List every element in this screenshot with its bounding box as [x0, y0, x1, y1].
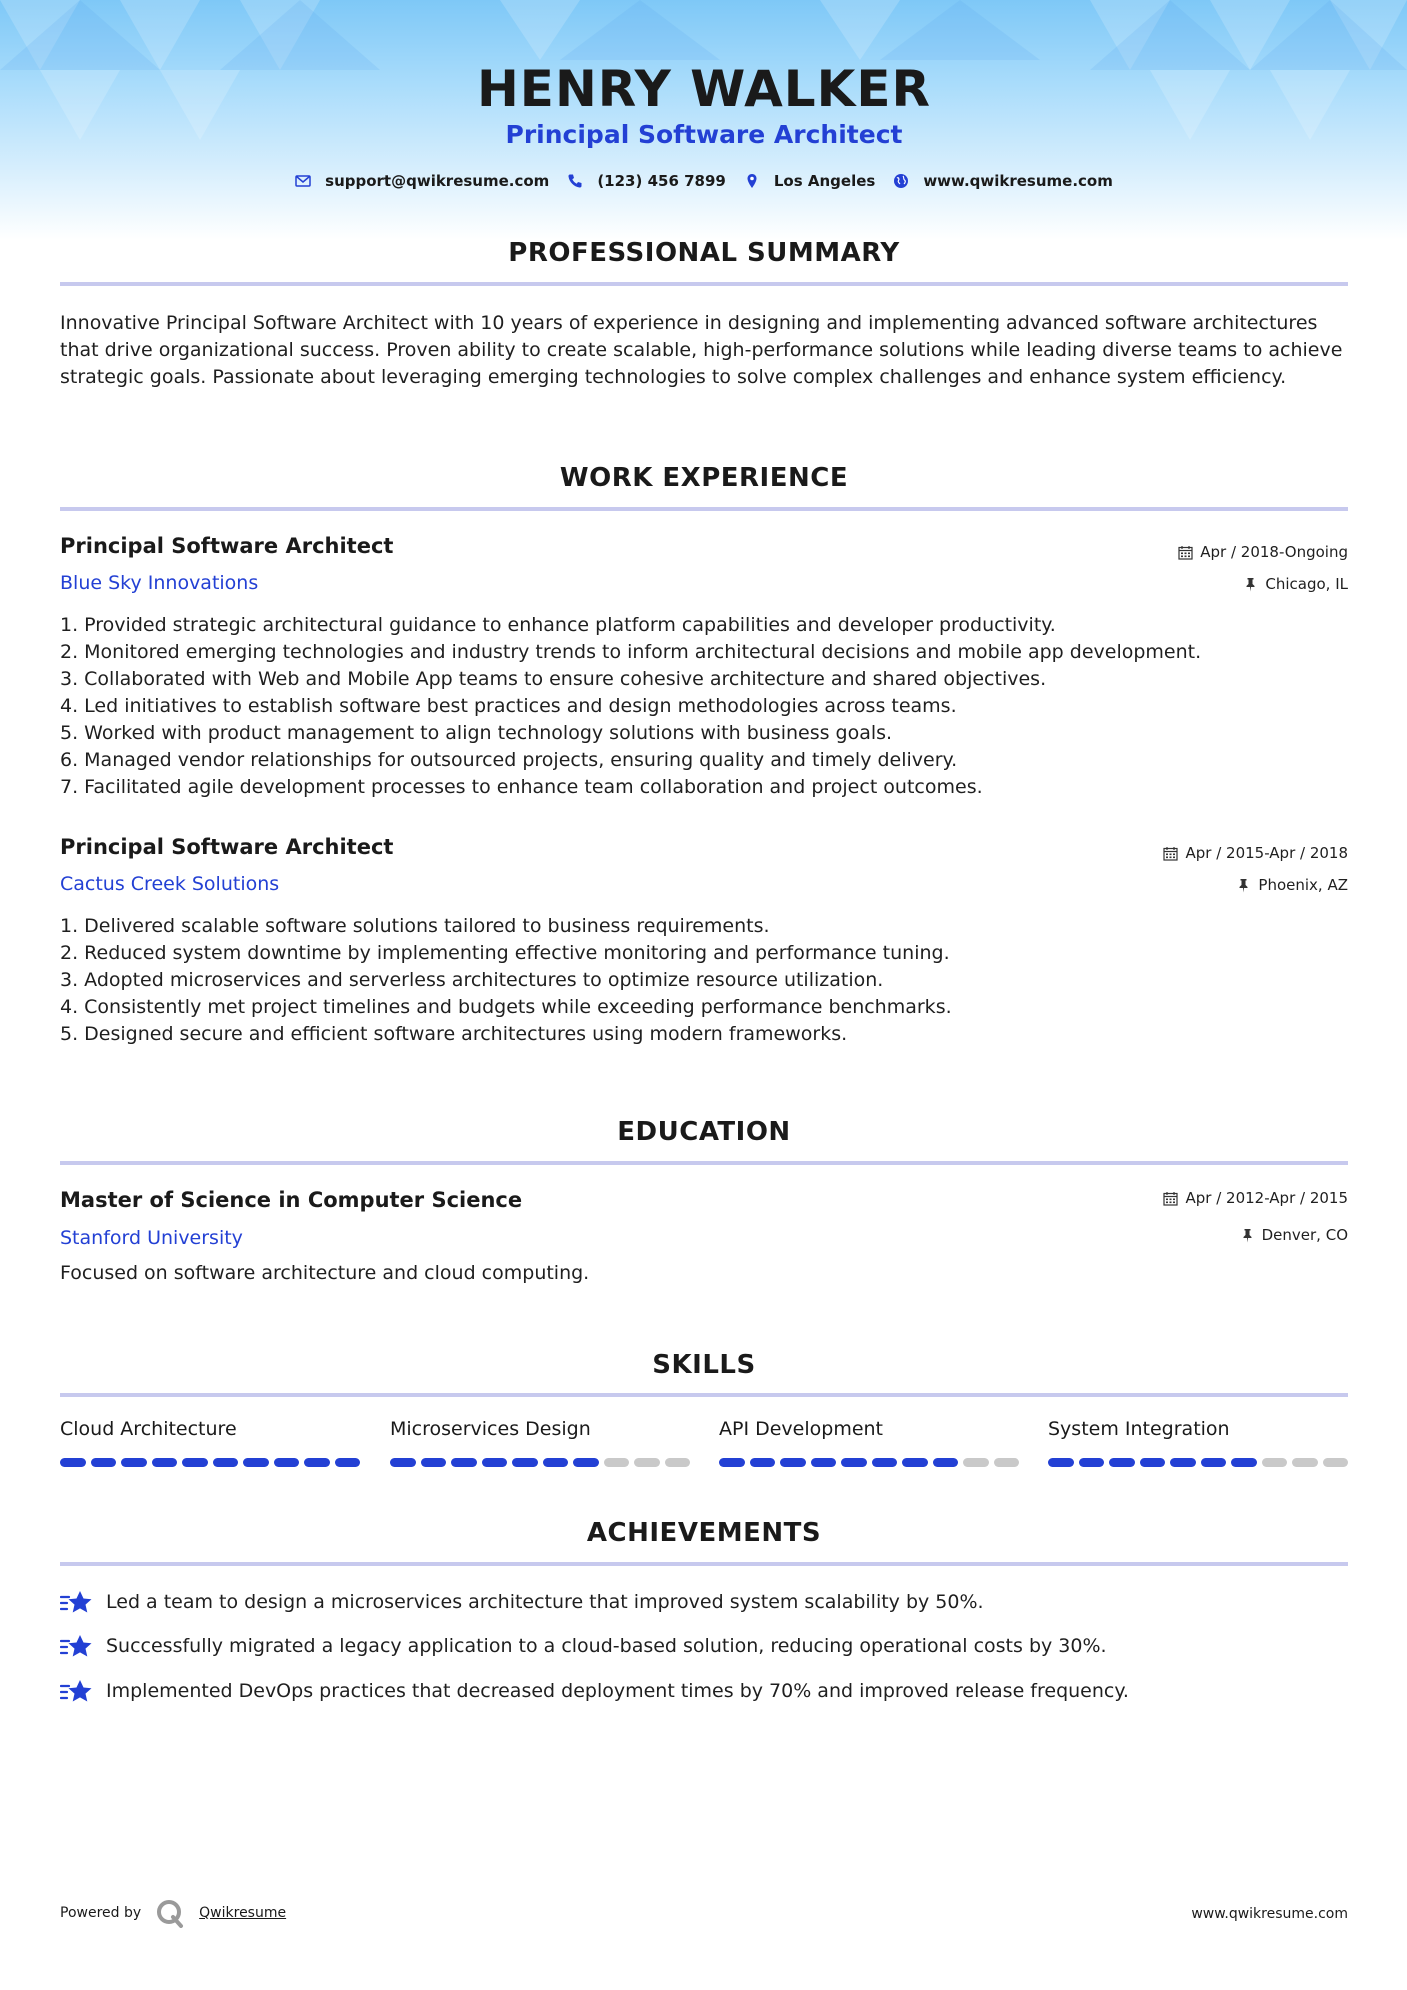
star-icon: [60, 1588, 92, 1616]
skill-segment-filled: [1170, 1458, 1196, 1467]
contact-location-text: Los Angeles: [773, 172, 876, 190]
job-location-text: Chicago, IL: [1265, 575, 1348, 593]
list-item: 1. Provided strategic architectural guidance to enhance platform capabilities and developer productivity.: [60, 614, 1056, 636]
list-item: 4. Consistently met project timelines and budgets while exceeding performance benchmarks.: [60, 996, 952, 1018]
candidate-name: HENRY WALKER: [476, 60, 932, 118]
contact-email[interactable]: [295, 172, 549, 190]
education-description: Focused on software architecture and cloud computing.: [60, 1262, 590, 1284]
skill-segment-filled: [543, 1458, 569, 1467]
brand-link[interactable]: Qwikresume: [199, 1905, 287, 1921]
skill-segment-filled: [335, 1458, 361, 1467]
achievement-item: [60, 1588, 984, 1616]
skill-segment-filled: [213, 1458, 239, 1467]
skill-segment-empty: [1323, 1458, 1349, 1467]
skill-segment-filled: [91, 1458, 117, 1467]
job-title: Principal Software Architect: [60, 835, 394, 859]
job-location: [1236, 876, 1348, 894]
achievements-heading: ACHIEVEMENTS: [586, 1518, 822, 1548]
globe-icon: [893, 173, 909, 189]
skill-segment-filled: [1079, 1458, 1105, 1467]
summary-text: Innovative Principal Software Architect with 10 years of experience in designing and implementing advanced software architectures that drive organizational success. Proven ability to create scalable, high-performance solutions while leading diverse teams to achieve strategic goals. Passionate about leveraging emerging technologies to solve complex challenges and enhance system efficiency.: [60, 312, 1343, 388]
skill-segment-empty: [1262, 1458, 1288, 1467]
skill-item: [719, 1418, 1019, 1467]
job-title: Principal Software Architect: [60, 534, 394, 558]
education-dates-text: Apr / 2012-Apr / 2015: [1185, 1189, 1348, 1207]
footer-website[interactable]: www.qwikresume.com: [1191, 1906, 1348, 1922]
list-item: 1. Delivered scalable software solutions tailored to business requirements.: [60, 915, 770, 937]
envelope-icon: [295, 173, 311, 189]
skill-segment-filled: [902, 1458, 928, 1467]
skill-segment-empty: [665, 1458, 691, 1467]
skill-segment-filled: [451, 1458, 477, 1467]
contact-email-text: support@qwikresume.com: [325, 172, 550, 190]
contact-location: [744, 172, 875, 190]
job-dates-text: Apr / 2015-Apr / 2018: [1185, 844, 1348, 862]
skill-segment-filled: [512, 1458, 538, 1467]
summary-rule: [60, 282, 1348, 286]
pushpin-icon: [1240, 1228, 1255, 1243]
education-location: [1240, 1226, 1348, 1244]
calendar-icon: [1163, 1191, 1178, 1206]
skill-segment-filled: [304, 1458, 330, 1467]
skill-segment-filled: [182, 1458, 208, 1467]
list-item: 4. Led initiatives to establish software best practices and design methodologies across teams.: [60, 695, 957, 717]
list-item: 7. Facilitated agile development processes to enhance team collaboration and project outcomes.: [60, 776, 983, 798]
skill-segment-filled: [121, 1458, 147, 1467]
skill-segment-empty: [634, 1458, 660, 1467]
skill-item: [390, 1418, 690, 1467]
achievement-text: Successfully migrated a legacy application to a cloud-based solution, reducing operational costs by 30%.: [106, 1635, 1107, 1657]
skills-rule: [60, 1393, 1348, 1397]
qwikresume-logo-icon: [155, 1898, 185, 1928]
skill-segment-filled: [872, 1458, 898, 1467]
skill-segment-filled: [1201, 1458, 1227, 1467]
contact-website[interactable]: [893, 172, 1113, 190]
list-item: 3. Collaborated with Web and Mobile App teams to ensure cohesive architecture and shared objectives.: [60, 668, 1047, 690]
skill-segment-empty: [963, 1458, 989, 1467]
skill-segment-filled: [274, 1458, 300, 1467]
skill-segment-filled: [573, 1458, 599, 1467]
skill-segment-filled: [750, 1458, 776, 1467]
list-item: 2. Monitored emerging technologies and industry trends to inform architectural decisions and mobile app development.: [60, 641, 1202, 663]
list-item: 2. Reduced system downtime by implementing effective monitoring and performance tuning.: [60, 942, 950, 964]
skill-segment-filled: [243, 1458, 269, 1467]
contact-bar: [60, 172, 1348, 190]
calendar-icon: [1178, 545, 1193, 560]
achievement-item: [60, 1632, 1107, 1660]
company-name: Cactus Creek Solutions: [60, 873, 280, 895]
job-location-text: Phoenix, AZ: [1258, 876, 1348, 894]
experience-heading: WORK EXPERIENCE: [559, 463, 849, 493]
skill-segment-filled: [719, 1458, 745, 1467]
phone-icon: [567, 173, 583, 189]
skill-segment-filled: [390, 1458, 416, 1467]
skill-bar: [60, 1458, 360, 1467]
skill-bar: [1048, 1458, 1348, 1467]
calendar-icon: [1163, 846, 1178, 861]
list-item: 3. Adopted microservices and serverless architectures to optimize resource utilization.: [60, 969, 884, 991]
skill-name: Cloud Architecture: [60, 1418, 237, 1440]
job-bullets: [60, 913, 1348, 1048]
star-icon: [60, 1677, 92, 1705]
summary-heading: PROFESSIONAL SUMMARY: [508, 238, 900, 268]
contact-phone-text: (123) 456 7899: [597, 172, 726, 190]
education-rule: [60, 1161, 1348, 1165]
achievements-rule: [60, 1562, 1348, 1566]
star-icon: [60, 1632, 92, 1660]
skill-segment-filled: [933, 1458, 959, 1467]
skill-segment-filled: [482, 1458, 508, 1467]
contact-phone[interactable]: [567, 172, 726, 190]
list-item: 6. Managed vendor relationships for outsourced projects, ensuring quality and timely delivery.: [60, 749, 958, 771]
skill-bar: [719, 1458, 1019, 1467]
powered-by-label: Powered by: [60, 1905, 142, 1921]
skill-segment-filled: [1140, 1458, 1166, 1467]
map-marker-icon: [744, 173, 760, 189]
achievement-text: Led a team to design a microservices architecture that improved system scalability by 50%.: [106, 1591, 984, 1613]
skill-segment-filled: [1231, 1458, 1257, 1467]
job-dates: [1163, 844, 1348, 862]
achievement-text: Implemented DevOps practices that decreased deployment times by 70% and improved release frequency.: [106, 1680, 1129, 1702]
achievement-item: [60, 1677, 1129, 1705]
skills-heading: SKILLS: [652, 1350, 756, 1380]
experience-rule: [60, 507, 1348, 511]
skill-item: [60, 1418, 360, 1467]
skill-segment-filled: [421, 1458, 447, 1467]
skill-bar: [390, 1458, 690, 1467]
education-location-text: Denver, CO: [1261, 1226, 1348, 1244]
skill-segment-empty: [604, 1458, 630, 1467]
job-dates: [1178, 543, 1348, 561]
education-dates: [1163, 1189, 1348, 1207]
skill-segment-filled: [60, 1458, 86, 1467]
skill-name: Microservices Design: [390, 1418, 591, 1440]
skill-segment-empty: [1292, 1458, 1318, 1467]
school-name: Stanford University: [60, 1227, 243, 1249]
job-dates-text: Apr / 2018-Ongoing: [1200, 543, 1348, 561]
skill-name: System Integration: [1048, 1418, 1230, 1440]
education-heading: EDUCATION: [617, 1117, 791, 1147]
job-bullets: [60, 612, 1348, 801]
skill-segment-filled: [1048, 1458, 1074, 1467]
skill-segment-empty: [994, 1458, 1020, 1467]
skill-segment-filled: [152, 1458, 178, 1467]
degree-title: Master of Science in Computer Science: [60, 1188, 523, 1212]
skill-segment-filled: [841, 1458, 867, 1467]
list-item: 5. Designed secure and efficient software architectures using modern frameworks.: [60, 1023, 848, 1045]
pushpin-icon: [1243, 577, 1258, 592]
skill-item: [1048, 1418, 1348, 1467]
job-location: [1243, 575, 1348, 593]
skill-name: API Development: [719, 1418, 884, 1440]
list-item: 5. Worked with product management to align technology solutions with business goals.: [60, 722, 893, 744]
pushpin-icon: [1236, 878, 1251, 893]
candidate-title: Principal Software Architect: [505, 120, 903, 149]
company-name: Blue Sky Innovations: [60, 572, 259, 594]
footer-powered-by: [60, 1898, 286, 1928]
skill-segment-filled: [780, 1458, 806, 1467]
skill-segment-filled: [1109, 1458, 1135, 1467]
contact-website-text: www.qwikresume.com: [923, 172, 1113, 190]
skill-segment-filled: [811, 1458, 837, 1467]
